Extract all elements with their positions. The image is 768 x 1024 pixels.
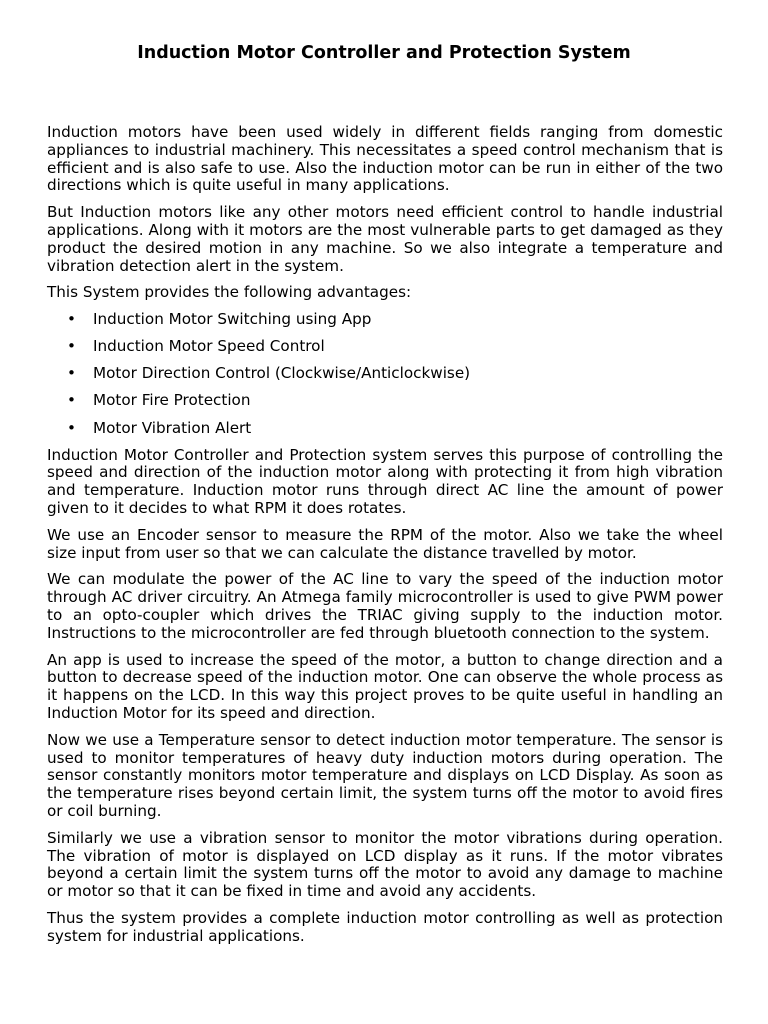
paragraph-conclusion: Thus the system provides a complete induction motor controlling as well as protection system for industrial applications. (47, 908, 723, 945)
document-body (47, 124, 723, 955)
list-item-text: Induction Motor Switching using App (93, 310, 372, 329)
paragraph-intro-2: But Induction motors like any other motors need efficient control to handle industrial applications. Along with it motors are the most vulnerable parts to get damaged as they product the desired motion in any machine. So we also integrate a temperature and vibration detection alert in the system. (47, 203, 723, 275)
paragraph-advantages-lead: This System provides the following advantages: (47, 283, 412, 302)
paragraph-system-overview: Induction Motor Controller and Protection system serves this purpose of controlling the speed and direction of the induction motor along with protecting it from high vibration and temperature. Induction motor runs through direct AC line the amount of power given to it decides to what RPM it does rotates. (47, 445, 723, 518)
advantages-list (47, 311, 723, 437)
list-item-text: Induction Motor Speed Control (93, 337, 325, 356)
list-item-text: Motor Fire Protection (93, 391, 251, 410)
list-item (47, 311, 723, 329)
paragraph-intro-1: Induction motors have been used widely in different fields ranging from domestic appliances to industrial machinery. This necessitates a speed control mechanism that is efficient and is also safe to use. Also the induction motor can be run in either of the two directions which is quite useful in many applications. (47, 123, 723, 195)
paragraph-app-control: An app is used to increase the speed of the motor, a button to change direction and a button to decrease speed of the induction motor. One can observe the whole process as it happens on the LCD. In this way this project proves to be quite useful in handling an Induction Motor for its speed and direction. (47, 650, 723, 722)
document-title: Induction Motor Controller and Protection System (137, 43, 631, 63)
bullet-icon: • (67, 418, 76, 437)
list-item-text: Motor Vibration Alert (93, 418, 252, 437)
list-item (47, 338, 723, 356)
bullet-icon: • (67, 337, 76, 356)
list-item (47, 365, 723, 383)
bullet-icon: • (67, 310, 76, 329)
list-item (47, 392, 723, 410)
bullet-icon: • (67, 391, 76, 410)
bullet-icon: • (67, 364, 76, 383)
paragraph-encoder: We use an Encoder sensor to measure the RPM of the motor. Also we take the wheel size input from user so that we can calculate the distance travelled by motor. (47, 525, 723, 562)
list-item (47, 420, 723, 438)
paragraph-temperature: Now we use a Temperature sensor to detect induction motor temperature. The sensor is used to monitor temperatures of heavy duty induction motors during operation. The sensor constantly monitors motor temperature and displays on LCD Display. As soon as the temperature rises beyond certain limit, the system turns off the motor to avoid fires or coil burning. (47, 730, 723, 820)
paragraph-vibration: Similarly we use a vibration sensor to monitor the motor vibrations during operation. The vibration of motor is displayed on LCD display as it runs. If the motor vibrates beyond a certain limit the system turns off the motor to avoid any damage to machine or motor so that it can be fixed in time and avoid any accidents. (47, 828, 723, 901)
list-item-text: Motor Direction Control (Clockwise/Anticlockwise) (93, 364, 471, 383)
paragraph-power-modulation: We can modulate the power of the AC line to vary the speed of the induction motor through AC driver circuitry. An Atmega family microcontroller is used to give PWM power to an opto-coupler which drives the TRIAC giving supply to the induction motor. Instructions to the microcontroller are fed through bluetooth connection to the system. (47, 570, 723, 642)
